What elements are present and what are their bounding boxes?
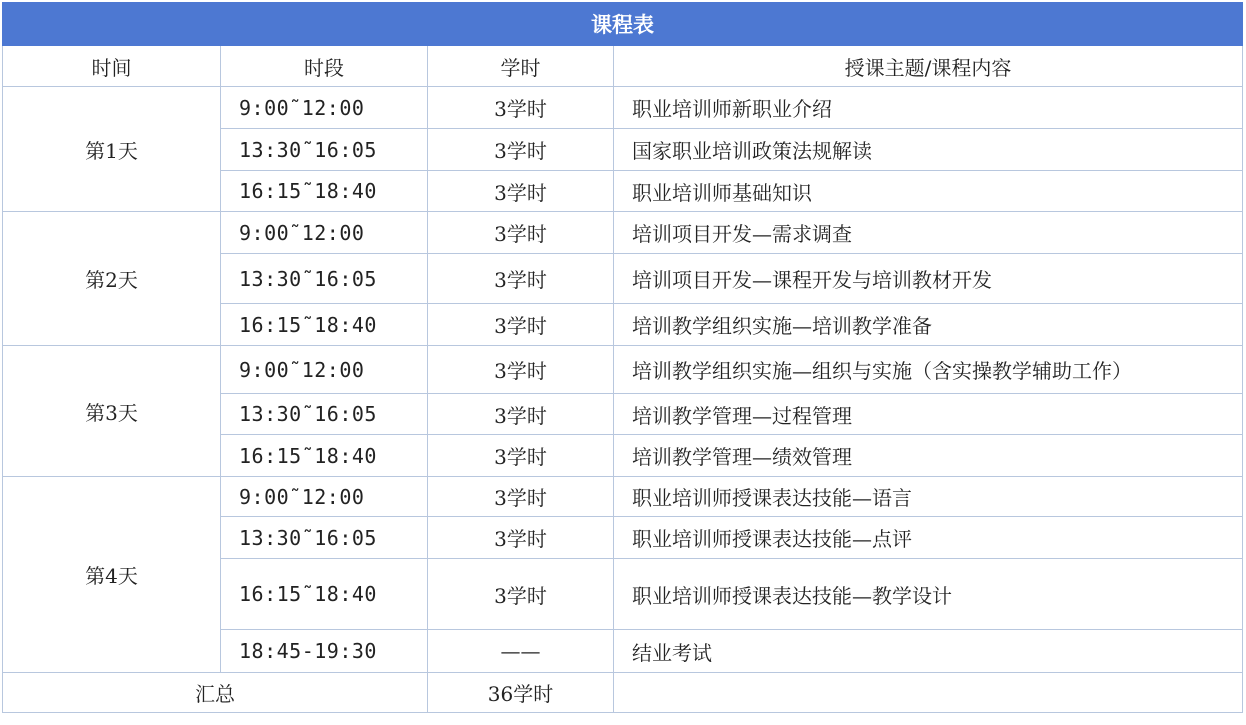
header-topic: 授课主题/课程内容: [614, 46, 1243, 87]
session-topic: 国家职业培训政策法规解读: [614, 129, 1243, 171]
session-hours: 3学时: [428, 435, 614, 477]
session-topic: 职业培训师新职业介绍: [614, 87, 1243, 129]
session-time: 13:30˜16:05: [221, 129, 428, 171]
session-topic: 培训项目开发—课程开发与培训教材开发: [614, 254, 1243, 304]
summary-label: 汇总: [3, 673, 428, 713]
summary-topic: [614, 673, 1243, 713]
session-hours: 3学时: [428, 477, 614, 517]
summary-row: [3, 673, 1243, 713]
session-topic: 培训项目开发—需求调查: [614, 212, 1243, 254]
session-hours: 3学时: [428, 517, 614, 559]
session-time: 9:00˜12:00: [221, 477, 428, 517]
session-hours: 3学时: [428, 304, 614, 346]
schedule-container: [2, 2, 1242, 713]
session-topic: 职业培训师授课表达技能—教学设计: [614, 559, 1243, 630]
session-hours: 3学时: [428, 346, 614, 394]
session-time: 9:00˜12:00: [221, 87, 428, 129]
session-hours: 3学时: [428, 212, 614, 254]
table-title: 课程表: [3, 3, 1243, 46]
session-hours: 3学时: [428, 87, 614, 129]
header-row: [3, 46, 1243, 87]
session-time: 9:00˜12:00: [221, 346, 428, 394]
session-topic: 职业培训师基础知识: [614, 171, 1243, 212]
session-topic: 培训教学组织实施—组织与实施（含实操教学辅助工作）: [614, 346, 1243, 394]
session-topic: 培训教学管理—过程管理: [614, 394, 1243, 435]
schedule-table: [2, 2, 1243, 713]
session-time: 13:30˜16:05: [221, 254, 428, 304]
session-topic: 培训教学组织实施—培训教学准备: [614, 304, 1243, 346]
session-topic: 结业考试: [614, 630, 1243, 673]
session-topic: 职业培训师授课表达技能—点评: [614, 517, 1243, 559]
day-label: 第4天: [3, 477, 221, 673]
session-time: 16:15˜18:40: [221, 171, 428, 212]
session-time: 16:15˜18:40: [221, 435, 428, 477]
table-row: [3, 212, 1243, 254]
header-period: 时段: [221, 46, 428, 87]
session-hours: 3学时: [428, 559, 614, 630]
day-label: 第1天: [3, 87, 221, 212]
session-hours: 3学时: [428, 254, 614, 304]
session-time: 13:30˜16:05: [221, 394, 428, 435]
session-time: 9:00˜12:00: [221, 212, 428, 254]
table-row: [3, 346, 1243, 394]
summary-hours: 36学时: [428, 673, 614, 713]
header-hours: 学时: [428, 46, 614, 87]
table-row: [3, 87, 1243, 129]
session-time: 16:15˜18:40: [221, 304, 428, 346]
day-label: 第3天: [3, 346, 221, 477]
session-time: 18:45-19:30: [221, 630, 428, 673]
session-time: 16:15˜18:40: [221, 559, 428, 630]
session-hours: 3学时: [428, 171, 614, 212]
session-hours: ——: [428, 630, 614, 673]
session-hours: 3学时: [428, 129, 614, 171]
session-hours: 3学时: [428, 394, 614, 435]
header-time: 时间: [3, 46, 221, 87]
day-label: 第2天: [3, 212, 221, 346]
session-topic: 培训教学管理—绩效管理: [614, 435, 1243, 477]
session-topic: 职业培训师授课表达技能—语言: [614, 477, 1243, 517]
session-time: 13:30˜16:05: [221, 517, 428, 559]
table-row: [3, 477, 1243, 517]
